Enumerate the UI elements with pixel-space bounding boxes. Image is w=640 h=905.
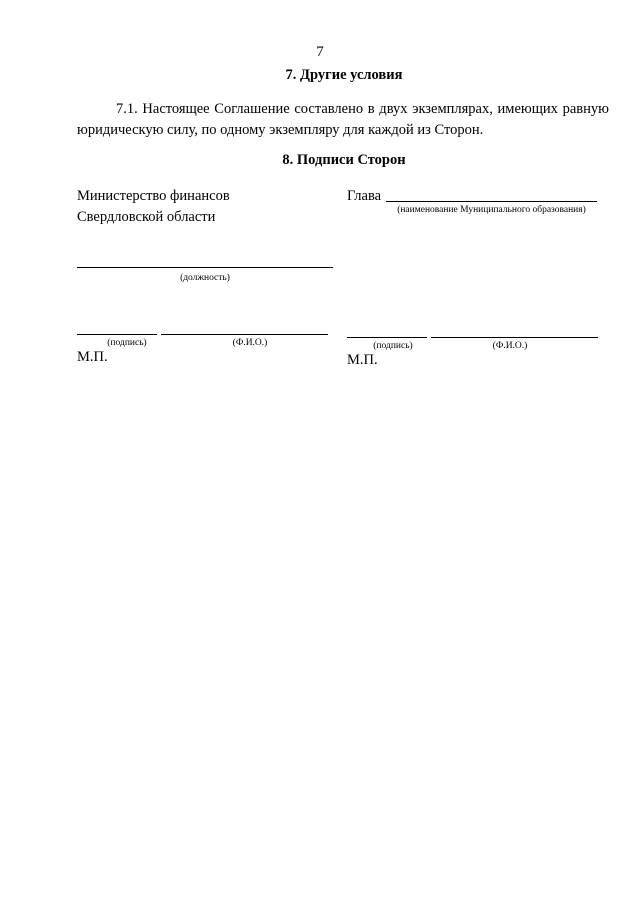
right-stamp: М.П. xyxy=(347,352,378,368)
right-signature-caption: (подпись) xyxy=(373,341,413,351)
right-signature-line xyxy=(347,337,427,338)
left-party-name-line2: Свердловской области xyxy=(77,209,216,225)
right-fio-caption: (Ф.И.О.) xyxy=(492,341,528,351)
section-7-heading: 7. Другие условия xyxy=(285,67,403,83)
left-position-caption: (должность) xyxy=(180,273,230,283)
left-fio-line xyxy=(161,334,328,335)
left-signature-line xyxy=(77,334,157,335)
left-party-name xyxy=(77,186,317,228)
left-party-name-line1: Министерство финансов xyxy=(77,188,230,204)
section-8-heading: 8. Подписи Сторон xyxy=(282,152,406,168)
right-municipality-line xyxy=(386,201,597,202)
right-municipality-caption: (наименование Муниципального образования) xyxy=(397,205,586,215)
left-signature-caption: (подпись) xyxy=(107,338,147,348)
left-position-line xyxy=(77,267,333,268)
section-7-paragraph: 7.1. Настоящее Соглашение составлено в двух экземплярах, имеющих равную юридическую силу, по одному экземпляру для каждой из Сторон. xyxy=(77,101,609,138)
left-stamp: М.П. xyxy=(77,349,108,365)
left-fio-caption: (Ф.И.О.) xyxy=(232,338,268,348)
right-fio-line xyxy=(431,337,598,338)
page-number: 7 xyxy=(316,44,324,60)
right-party-title: Глава xyxy=(347,188,382,204)
